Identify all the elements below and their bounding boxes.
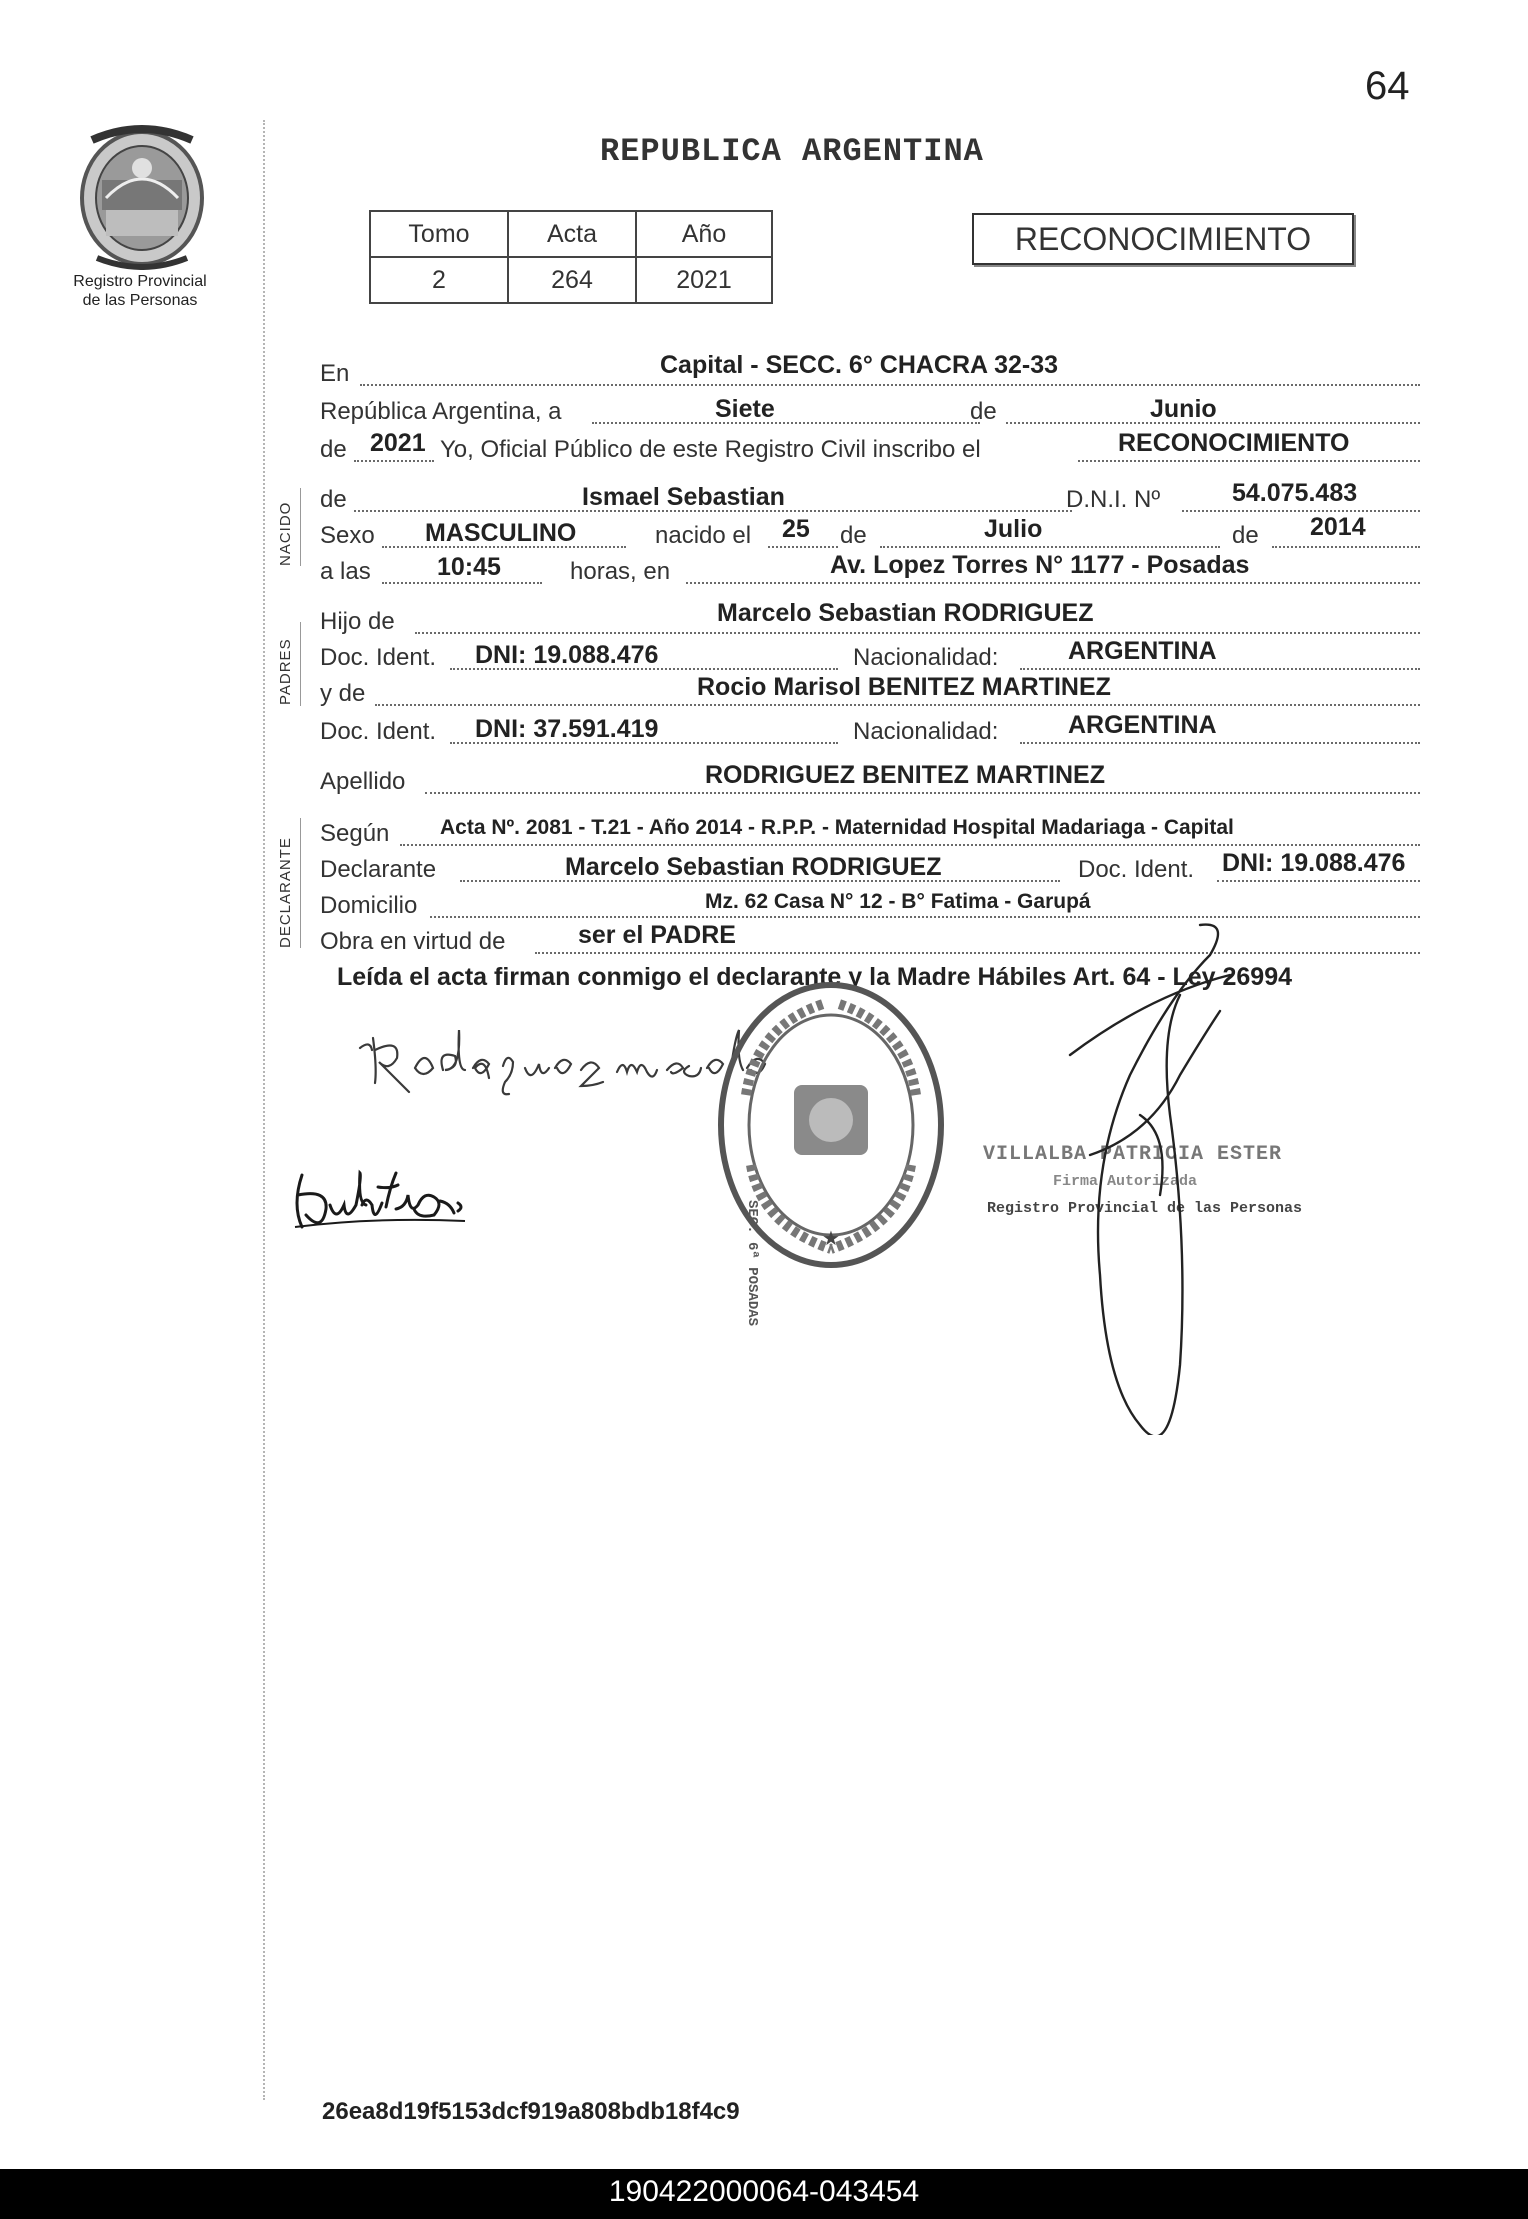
dotted-fill <box>768 546 838 548</box>
document-title: REPUBLICA ARGENTINA <box>600 133 984 170</box>
value-declarante: Marcelo Sebastian RODRIGUEZ <box>565 853 942 881</box>
svg-text:★: ★ <box>822 1228 840 1250</box>
dotted-fill <box>1020 742 1420 744</box>
label-doc-ident: Doc. Ident. <box>320 644 437 671</box>
label-de-anio-nac: de <box>1232 522 1259 549</box>
row-declarante <box>320 848 1420 888</box>
value-lugar-nac: Av. Lopez Torres N° 1177 - Posadas <box>830 551 1250 579</box>
label-obra: Obra en virtud de <box>320 928 506 955</box>
row-padre-doc <box>320 636 1420 676</box>
value-anio: 2021 <box>370 429 426 457</box>
label-de-nombre: de <box>320 486 347 513</box>
value-padre-dni: DNI: 19.088.476 <box>475 641 659 669</box>
value-segun: Acta Nº. 2081 - T.21 - Año 2014 - R.P.P. - Maternidad Hospital Madariaga - Capital <box>440 816 1234 839</box>
nacido-section-line <box>300 488 301 566</box>
dotted-fill <box>880 546 1220 548</box>
header-acta: Acta <box>508 211 636 257</box>
value-declarante-dni: DNI: 19.088.476 <box>1222 849 1406 877</box>
dotted-fill <box>360 384 1420 386</box>
value-dia: Siete <box>715 395 775 423</box>
row-fecha <box>320 390 1420 430</box>
value-dni: 54.075.483 <box>1232 479 1358 507</box>
value-domicilio: Mz. 62 Casa N° 12 - B° Fatima - Garupá <box>705 890 1091 913</box>
value-hora: 10:45 <box>437 553 501 581</box>
institution-caption: Registro Provincial de las Personas <box>73 273 207 309</box>
header-tomo: Tomo <box>370 211 508 257</box>
dotted-fill <box>1020 668 1420 670</box>
record-table <box>369 210 773 304</box>
page-number: 64 <box>1365 64 1410 108</box>
dotted-fill <box>382 582 542 584</box>
label-yo-oficial: Yo, Oficial Público de este Registro Civil inscribo el <box>440 436 981 463</box>
row-inscripcion <box>320 428 1420 468</box>
dotted-fill <box>592 422 980 424</box>
label-nacionalidad-2: Nacionalidad: <box>853 718 999 745</box>
declarante-side-label: DECLARANTE <box>277 837 294 948</box>
nacido-side-label: NACIDO <box>277 501 294 566</box>
row-padre <box>320 600 1420 640</box>
row-nombre <box>320 478 1420 518</box>
value-madre: Rocio Marisol BENITEZ MARTINEZ <box>697 673 1111 701</box>
value-acta: 264 <box>508 257 636 303</box>
value-obra: ser el PADRE <box>578 921 736 949</box>
label-doc-ident-decl: Doc. Ident. <box>1078 856 1195 883</box>
dotted-fill <box>415 632 1420 634</box>
value-sexo: MASCULINO <box>425 519 577 547</box>
dotted-fill <box>686 582 1420 584</box>
dotted-fill <box>1217 880 1420 882</box>
label-segun: Según <box>320 820 390 847</box>
dotted-fill <box>354 460 434 462</box>
declarante-section-line <box>300 818 301 948</box>
label-en: En <box>320 360 350 387</box>
label-doc-ident-2: Doc. Ident. <box>320 718 437 745</box>
province-coat-of-arms-logo <box>72 120 212 270</box>
dotted-fill <box>1272 546 1420 548</box>
row-hora-lugar <box>320 550 1420 590</box>
official-office-stamp: Registro Provincial de las Personas <box>987 1200 1303 1217</box>
row-madre <box>320 672 1420 712</box>
label-hijo-de: Hijo de <box>320 608 395 635</box>
row-madre-doc <box>320 710 1420 750</box>
label-sexo: Sexo <box>320 522 375 549</box>
dotted-fill <box>430 916 1420 918</box>
value-apellido: RODRIGUEZ BENITEZ MARTINEZ <box>705 761 1105 789</box>
declarant-signature <box>290 1165 480 1250</box>
dotted-fill <box>425 792 1420 794</box>
dotted-fill <box>535 952 1420 954</box>
dotted-fill <box>400 844 1420 846</box>
value-padre: Marcelo Sebastian RODRIGUEZ <box>717 599 1094 627</box>
official-name-stamp: VILLALBA PATRICIA ESTER <box>983 1143 1283 1166</box>
label-nacido-el: nacido el <box>655 522 752 549</box>
label-y-de: y de <box>320 680 366 707</box>
label-nacionalidad: Nacionalidad: <box>853 644 999 671</box>
row-segun <box>320 812 1420 852</box>
official-signature <box>1030 915 1270 1440</box>
header-anio: Año <box>636 211 772 257</box>
dotted-fill <box>1182 510 1420 512</box>
footer-code: 190422000064-043454 <box>608 2175 920 2208</box>
padres-side-label: PADRES <box>277 638 294 705</box>
row-sexo <box>320 514 1420 554</box>
label-republica: República Argentina, a <box>320 398 562 425</box>
label-dni: D.N.I. Nº <box>1066 486 1161 513</box>
seal-text: SEC. 6ª POSADAS <box>744 1200 760 1327</box>
value-anio: 2021 <box>636 257 772 303</box>
label-horas-en: horas, en <box>570 558 671 585</box>
value-dia-nac: 25 <box>782 515 810 543</box>
closing-text: Leída el acta firman conmigo el declarante y la Madre Hábiles Art. 64 - Ley 26994 <box>337 963 1293 991</box>
row-lugar <box>320 352 1420 392</box>
label-de-anio: de <box>320 436 347 463</box>
value-tipo-inscripcion: RECONOCIMIENTO <box>1118 429 1350 457</box>
official-role-stamp: Firma Autorizada <box>1053 1173 1198 1190</box>
record-type-box: RECONOCIMIENTO <box>972 213 1354 265</box>
value-anio-nac: 2014 <box>1310 513 1366 541</box>
dotted-fill <box>375 704 1420 706</box>
dotted-fill <box>1078 460 1420 462</box>
label-de: de <box>970 398 997 425</box>
padres-section-line <box>300 622 301 706</box>
left-margin-line <box>263 120 265 2100</box>
label-apellido: Apellido <box>320 768 406 795</box>
label-declarante: Declarante <box>320 856 437 883</box>
value-tomo: 2 <box>370 257 508 303</box>
value-mes-nac: Julio <box>984 515 1043 543</box>
row-apellido <box>320 760 1420 800</box>
value-mes: Junio <box>1150 395 1217 423</box>
value-padre-nacionalidad: ARGENTINA <box>1068 637 1217 665</box>
label-a-las: a las <box>320 558 371 585</box>
label-de-mes: de <box>840 522 867 549</box>
value-lugar: Capital - SECC. 6° CHACRA 32-33 <box>660 351 1059 379</box>
value-nombre: Ismael Sebastian <box>582 483 785 511</box>
value-madre-nacionalidad: ARGENTINA <box>1068 711 1217 739</box>
label-domicilio: Domicilio <box>320 892 418 919</box>
value-madre-dni: DNI: 37.591.419 <box>475 715 659 743</box>
document-hash: 26ea8d19f5153dcf919a808bdb18f4c9 <box>322 2098 740 2125</box>
